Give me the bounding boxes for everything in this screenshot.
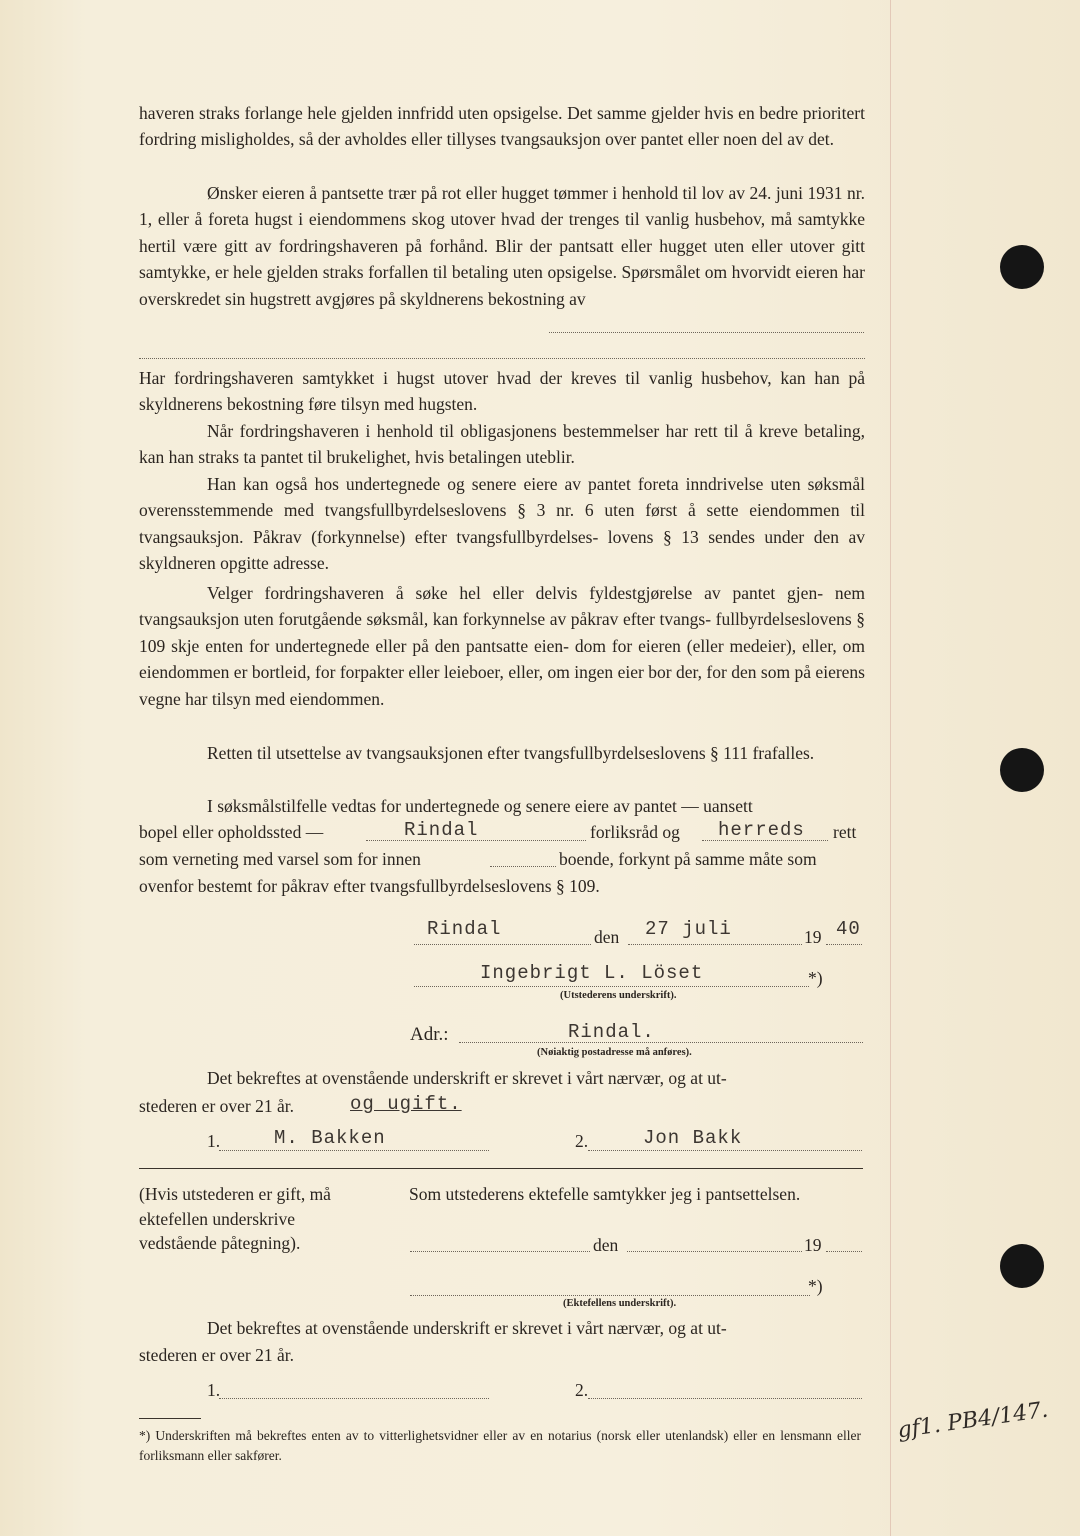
paragraph-timber-clause: Ønsker eieren å pantsette trær på rot eller hugget tømmer i henhold til lov av 24. juni 1931 nr. 1, eller å foreta hugst i eiendommens skog utover hvad der trenges til vanlig husbehov, må samtykke hertil være gitt av fordringshaveren på forhånd. Blir der pantsatt eller hugget uten eller utover gitt samtykke, er hele gjelden straks forfallen til betaling uten opsigelse. Spørsmålet om hvorvidt eieren har overskredet sin hugstrett avgjøres på skyldnerens bekostning av	[139, 183, 865, 309]
spouse-note: (Hvis utstederen er gift, må ektefellen underskrive vedstående påtegning).	[139, 1184, 331, 1253]
footnote-rule	[139, 1418, 201, 1419]
date-value: 27 juli	[645, 918, 732, 940]
paragraph-enforcement: Han kan også hos undertegnede og senere eiere av pantet foreta inndrivelse uten søksmål overensstemmende med tvangsfullbyrdelseslovens § 3 nr. 6 uten først å sette eiendommen til tvangsauksjon. Påkrav (forkynnelse) efter tvangsfullbyrdelses- lovens § 13 sendes under den av skyldneren opgitte adresse.	[139, 474, 865, 574]
witness2-num2: 2.	[575, 1380, 589, 1400]
issuer-address: Rindal.	[568, 1021, 655, 1043]
venue-mid: forliksråd og	[590, 822, 680, 842]
date-year-suffix: 40	[836, 918, 861, 940]
signature-line	[414, 986, 809, 987]
venue-line2-b: boende, forkynt på samme måte som	[559, 849, 817, 869]
footnote: *) Underskriften må bekreftes enten av to vitterlighetsvidner eller av en notarius (norsk eller utenlandsk) eller en lensmann eller forliksmann eller sakfører.	[139, 1428, 861, 1463]
witness1-num1: 1.	[207, 1131, 221, 1151]
paragraph-postponement: Retten til utsettelse av tvangsauksjonen efter tvangsfullbyrdelseslovens § 111 frafalles.	[207, 743, 815, 763]
fill-line	[459, 1042, 863, 1043]
date-year-prefix: 19	[804, 927, 822, 947]
venue-prefix: bopel eller opholdssted —	[139, 822, 324, 842]
fill-line	[627, 1251, 802, 1252]
date-place: Rindal	[427, 918, 502, 940]
issuer-mark: *)	[808, 968, 823, 988]
venue-line2-a: som verneting med varsel som for innen	[139, 849, 421, 869]
witness2-text-a: Det bekreftes at ovenstående underskrift er skrevet i vårt nærvær, og at ut-	[207, 1318, 727, 1338]
witness1-text-a: Det bekreftes at ovenstående underskrift er skrevet i vårt nærvær, og at ut-	[207, 1068, 727, 1088]
venue-suffix: rett	[833, 822, 857, 842]
punch-hole	[1000, 245, 1044, 289]
fill-line	[490, 866, 556, 867]
spouse-den-label: den	[593, 1235, 619, 1255]
venue-court: herreds	[718, 819, 805, 841]
date-den-label: den	[594, 927, 620, 947]
issuer-caption: (Utstederens underskrift).	[560, 990, 677, 1001]
venue-line3: ovenfor bestemt for påkrav efter tvangsfullbyrdelseslovens § 109.	[139, 876, 600, 896]
fill-line	[628, 944, 802, 945]
fill-line	[588, 1398, 862, 1399]
margin-rule	[890, 0, 891, 1536]
spouse-consent: Som utstederens ektefelle samtykker jeg i pantsettelsen.	[409, 1184, 801, 1204]
issuer-name: Ingebrigt L. Löset	[480, 962, 704, 984]
punch-hole	[1000, 1244, 1044, 1288]
spouse-mark: *)	[808, 1276, 823, 1296]
fill-line	[219, 1398, 489, 1399]
fill-line	[139, 358, 865, 359]
witness2-text-b: stederen er over 21 år.	[139, 1345, 294, 1365]
separator-rule	[139, 1168, 863, 1169]
paragraph-default-clause: haveren straks forlange hele gjelden innfridd uten opsigelse. Det samme gjelder hvis en bedre prioritert fordring misligholdes, så der avholdes eller tillyses tvangsauksjon over pantet eller noen del av det.	[139, 103, 865, 150]
witness1-sig2: Jon Bakk	[643, 1127, 743, 1149]
venue-place: Rindal	[404, 819, 479, 841]
address-label: Adr.:	[410, 1024, 449, 1045]
paragraph-supervision: Har fordringshaveren samtykket i hugst utover hvad der kreves til vanlig husbehov, kan han på skyldnerens bekostning føre tilsyn med hugsten.	[139, 368, 865, 415]
fill-line	[414, 944, 591, 945]
fill-line	[549, 332, 864, 333]
fill-line	[826, 944, 862, 945]
address-caption: (Nøiaktig postadresse må anføres).	[537, 1047, 692, 1058]
paragraph-forced-auction: Velger fordringshaveren å søke hel eller delvis fyldestgjørelse av pantet gjen- nem tvangsauksjon uten forutgående søksmål, kan forkynnelse av påkrav efter tvangs- fullbyrdelseslovens § 109 skje enten for undertegnede eller på den pantsatte eien- dom for eieren (eller medeier), eller, om eiendommen er bortleid, for forpakter eller leieboer, eller, om ingen eier bor der, for den som på eierens vegne har tilsyn med eiendommen.	[139, 583, 865, 709]
spouse-year-label: 19	[804, 1235, 822, 1255]
spouse-signature-line	[410, 1295, 810, 1296]
fill-line	[588, 1150, 862, 1151]
margin-annotation: gf1. PB4/147.	[895, 1397, 1050, 1444]
paragraph-usufruct: Når fordringshaveren i henhold til obligasjonens bestemmelser har rett til å kreve betaling, kan han straks ta pantet til brukelighet, hvis betalingen uteblir.	[139, 421, 865, 468]
witness2-num1: 1.	[207, 1380, 221, 1400]
witness1-text-b: stederen er over 21 år.	[139, 1096, 294, 1116]
fill-line	[219, 1150, 489, 1151]
witness1-sig1: M. Bakken	[274, 1127, 386, 1149]
witness1-num2: 2.	[575, 1131, 589, 1151]
witness1-added: og ugift.	[350, 1093, 462, 1115]
fill-line	[410, 1251, 590, 1252]
paragraph-lawsuit: I søksmålstilfelle vedtas for undertegnede og senere eiere av pantet — uansett	[207, 796, 753, 816]
punch-hole	[1000, 748, 1044, 792]
spouse-caption: (Ektefellens underskrift).	[563, 1298, 677, 1309]
fill-line	[826, 1251, 862, 1252]
